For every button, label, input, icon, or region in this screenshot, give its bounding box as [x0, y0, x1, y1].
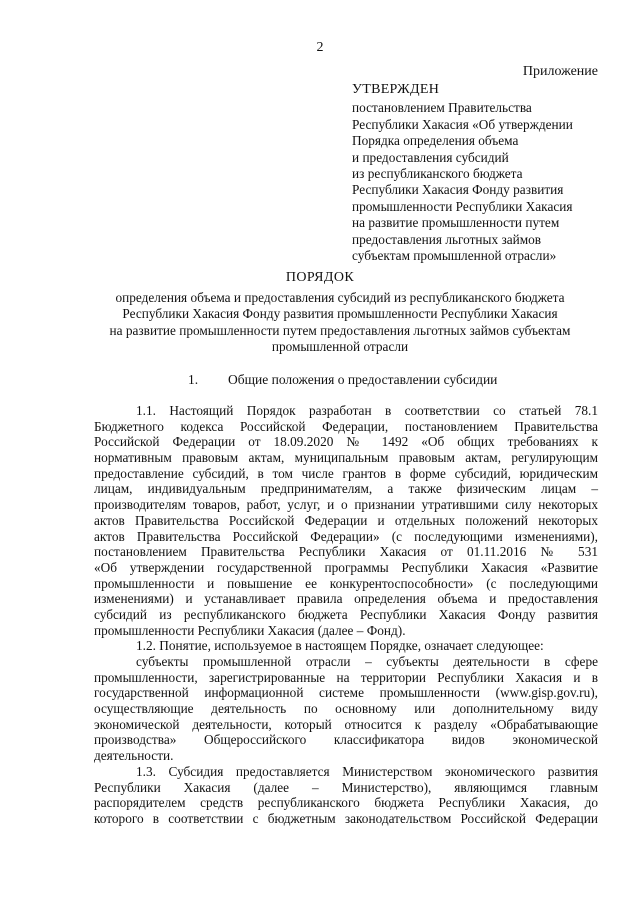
- approval-line: Порядка определения объема: [352, 133, 519, 149]
- paragraph-line: промышленности Республики Хакасия (далее – Фонд).: [94, 622, 406, 638]
- section-heading: [188, 372, 497, 388]
- paragraph-line: промышленности, зарегистрированные на территории Республики Хакасия и в: [94, 669, 598, 685]
- document-subtitle: [90, 290, 590, 355]
- subtitle-line: определения объема и предоставления субсидий из республиканского бюджета: [115, 290, 565, 305]
- approval-line: и предоставления субсидий: [352, 149, 509, 165]
- paragraph-line: Бюджетного кодекса Российской Федерации, постановлением Правительства: [94, 418, 598, 434]
- subtitle-line: промышленной отрасли: [271, 338, 409, 354]
- approval-line: на развитие промышленности путем: [352, 215, 560, 231]
- paragraph-line: «Об утверждении государственной программы Республики Хакасия «Развитие: [94, 559, 598, 575]
- paragraph-line: актов Правительства Российской Федерации» (с последующими изменениями),: [94, 528, 598, 544]
- approval-line: Республики Хакасия «Об утверждении: [352, 116, 573, 132]
- paragraph-line: субъекты промышленной отрасли – субъекты деятельности в сфере: [136, 654, 598, 669]
- page-number: 2: [316, 40, 324, 55]
- paragraph-line: производителям товаров, работ, услуг, и о признании утратившими силу некоторых: [94, 497, 598, 513]
- section-number: 1.: [188, 372, 199, 387]
- paragraph-line: осуществляющие деятельность по основному или дополнительному виду: [94, 701, 598, 717]
- paragraph-line: промышленности и повышение ее конкурентоспособности» (с последующими: [94, 575, 598, 591]
- paragraph-line: производства» Общероссийского классификатора видов экономической: [94, 732, 598, 748]
- paragraph-line: Российской Федерации от 18.09.2020 № 1492 «Об общих требованиях к: [94, 434, 598, 450]
- paragraph-line: 1.3. Субсидия предоставляется Министерством экономического развития: [136, 763, 598, 779]
- subtitle-line: Республики Хакасия Фонду развития промышленности Республики Хакасия: [122, 306, 558, 322]
- paragraph-line: лицам, индивидуальным предпринимателям, а также физическим лицам –: [94, 481, 598, 497]
- paragraph-line: деятельности.: [94, 748, 174, 764]
- body-text: [94, 403, 598, 827]
- paragraph-line: актов Правительства Российской Федерации и отдельных положений некоторых: [94, 512, 598, 528]
- document-title: ПОРЯДОК: [285, 270, 355, 285]
- approval-stamp: УТВЕРЖДЕН: [352, 82, 440, 97]
- paragraph-line: которого в соответствии с бюджетным законодательством Российской Федерации: [94, 810, 598, 826]
- paragraph-line: нормативным правовым актам, муниципальным правовым актам, регулирующим: [94, 450, 598, 466]
- approval-line: из республиканского бюджета: [352, 166, 523, 182]
- approval-line: постановлением Правительства: [352, 100, 532, 116]
- paragraph-line: предоставление субсидий, в том числе грантов в форме субсидий, юридическим: [94, 465, 598, 481]
- paragraph-line: распорядителем средств республиканского бюджета Республики Хакасия, до: [94, 795, 598, 811]
- appendix-label: Приложение: [522, 64, 598, 79]
- paragraph-line: изменениями) и устанавливает правила определения объема и предоставления: [94, 591, 598, 607]
- paragraph-line: 1.1. Настоящий Порядок разработан в соответствии со статьей 78.1: [136, 403, 598, 418]
- paragraph-line: 1.2. Понятие, используемое в настоящем Порядке, означает следующее:: [136, 638, 544, 654]
- paragraph-line: экономической деятельности, который относится к разделу «Обрабатывающие: [94, 716, 598, 732]
- approval-line: Республики Хакасия Фонду развития: [352, 182, 564, 198]
- paragraph-line: субсидий из республиканского бюджета Республики Хакасия Фонду развития: [94, 606, 598, 622]
- approval-block: [352, 82, 612, 264]
- approval-line: предоставления льготных займов: [352, 231, 542, 247]
- section-title: Общие положения о предоставлении субсидии: [228, 372, 498, 387]
- paragraph-line: государственной информационной системе промышленности (www.gisp.gov.ru),: [94, 685, 598, 701]
- approval-line: субъектам промышленной отрасли»: [352, 248, 557, 264]
- paragraph-line: постановлением Правительства Республики Хакасия от 01.11.2016 № 531: [94, 544, 598, 560]
- approval-line: промышленности Республики Хакасия: [352, 198, 573, 214]
- paragraph-line: Республики Хакасия (далее – Министерство), являющимся главным: [94, 779, 598, 795]
- subtitle-line: на развитие промышленности путем предоставления льготных займов субъектам: [109, 322, 571, 338]
